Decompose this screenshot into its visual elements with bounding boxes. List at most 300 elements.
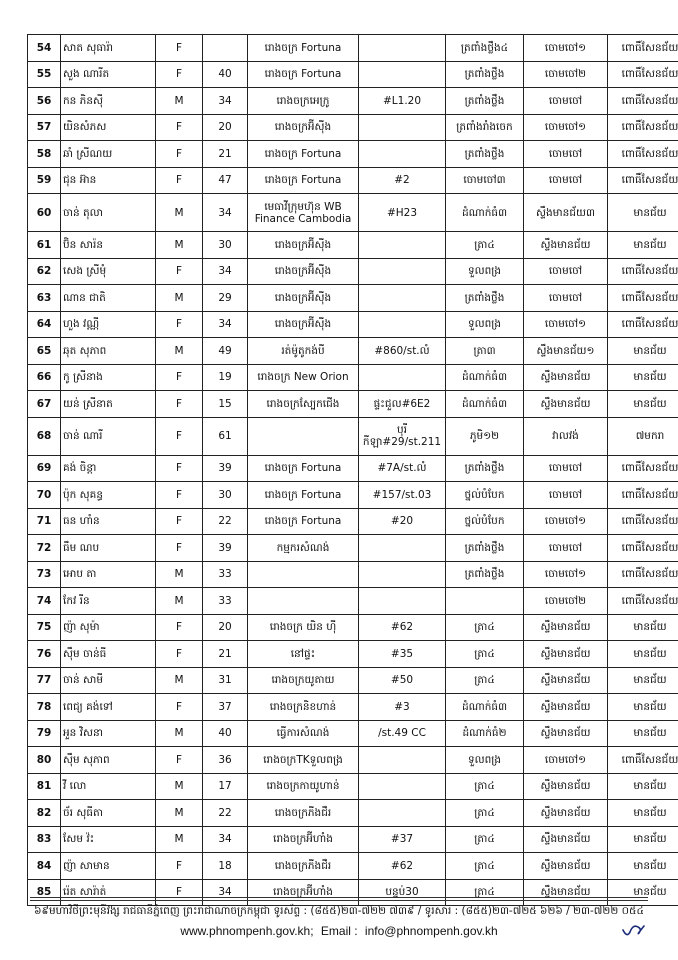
table-row bbox=[28, 364, 678, 391]
row-number-cell: 72 bbox=[28, 535, 61, 562]
table-row bbox=[28, 561, 678, 588]
house-address-cell bbox=[359, 232, 446, 259]
village-cell: ត្រពាំងរាំងចេក bbox=[446, 114, 524, 141]
house-address-cell bbox=[359, 561, 446, 588]
workplace-cell: រោងចក្រ Fortuna bbox=[248, 455, 359, 482]
workplace-cell: រោងចក្រ New Orion bbox=[248, 364, 359, 391]
workplace-cell: រោងចក្រយូតាយ bbox=[248, 667, 359, 694]
table-row bbox=[28, 800, 678, 827]
house-address-cell bbox=[359, 773, 446, 800]
row-number-cell: 73 bbox=[28, 561, 61, 588]
house-address-cell bbox=[359, 35, 446, 62]
case-records-table bbox=[27, 34, 678, 906]
row-number-cell: 57 bbox=[28, 114, 61, 141]
commune-cell: ស្ទឹងមានជ័យ bbox=[524, 879, 608, 906]
age-cell: 22 bbox=[203, 800, 248, 827]
age-cell: 40 bbox=[203, 720, 248, 747]
house-address-cell bbox=[359, 311, 446, 338]
age-cell: 33 bbox=[203, 561, 248, 588]
row-number-cell: 62 bbox=[28, 258, 61, 285]
sex-cell: F bbox=[156, 141, 203, 168]
village-cell: ទួលពង្រ bbox=[446, 747, 524, 774]
commune-cell: ចោមចៅ bbox=[524, 482, 608, 509]
table-row bbox=[28, 232, 678, 259]
village-cell: ទួលពង្រ bbox=[446, 311, 524, 338]
table-row bbox=[28, 535, 678, 562]
commune-cell: ចោមចៅ១ bbox=[524, 561, 608, 588]
commune-cell: ចោមចៅ២ bbox=[524, 61, 608, 88]
person-name-cell: ឆុត សុភាព bbox=[61, 338, 156, 365]
table-row bbox=[28, 482, 678, 509]
person-name-cell: សាត សុធារ៉ា bbox=[61, 35, 156, 62]
row-number-cell: 55 bbox=[28, 61, 61, 88]
village-cell: ភូមិ១២ bbox=[446, 417, 524, 455]
person-name-cell: យន់ ស្រីនាត bbox=[61, 391, 156, 418]
district-cell: ៧មករា bbox=[608, 417, 678, 455]
row-number-cell: 74 bbox=[28, 588, 61, 615]
house-address-cell bbox=[359, 588, 446, 615]
district-cell: មានជ័យ bbox=[608, 232, 678, 259]
table-row bbox=[28, 311, 678, 338]
person-name-cell: ស៊ឹម សុភាព bbox=[61, 747, 156, 774]
age-cell: 34 bbox=[203, 879, 248, 906]
workplace-cell: ធ្វើការសំណង់ bbox=[248, 720, 359, 747]
district-cell: មានជ័យ bbox=[608, 826, 678, 853]
workplace-cell: រោងចក្រ Fortuna bbox=[248, 35, 359, 62]
sex-cell: M bbox=[156, 800, 203, 827]
workplace-cell: រោងចក្រស្បែកជើង bbox=[248, 391, 359, 418]
sex-cell: M bbox=[156, 826, 203, 853]
sex-cell: M bbox=[156, 88, 203, 115]
person-name-cell: ញ៉ា សុម៉ា bbox=[61, 614, 156, 641]
person-name-cell: កន ភិនស៊ី bbox=[61, 88, 156, 115]
house-address-cell bbox=[359, 285, 446, 312]
workplace-cell: រោងចក្រភីងជឺរ bbox=[248, 800, 359, 827]
person-name-cell: អោប តា bbox=[61, 561, 156, 588]
workplace-cell: រោងចក្រអ៊ីស៊ីង bbox=[248, 258, 359, 285]
person-name-cell: កូ ស្រីនាង bbox=[61, 364, 156, 391]
workplace-cell: រោងចក្រ Fortuna bbox=[248, 141, 359, 168]
table-row bbox=[28, 588, 678, 615]
village-cell: ចោមចៅ៣ bbox=[446, 167, 524, 194]
village-cell: ត្រពាំងថ្លឹង៤ bbox=[446, 35, 524, 62]
commune-cell: ស្ទឹងមានជ័យ bbox=[524, 720, 608, 747]
house-address-cell: #37 bbox=[359, 826, 446, 853]
commune-cell: ចោមចៅ២ bbox=[524, 588, 608, 615]
person-name-cell: សេង ស្រីមុំ bbox=[61, 258, 156, 285]
person-name-cell: យិនសំភស bbox=[61, 114, 156, 141]
district-cell: ពោធិ៍សែនជ័យ bbox=[608, 508, 678, 535]
commune-cell: ស្ទឹងមានជ័យ bbox=[524, 853, 608, 880]
commune-cell: ស្ទឹងមានជ័យ bbox=[524, 800, 608, 827]
workplace-cell: រោងចក្រអេក្រូ bbox=[248, 88, 359, 115]
table-row bbox=[28, 141, 678, 168]
row-number-cell: 81 bbox=[28, 773, 61, 800]
village-cell bbox=[446, 588, 524, 615]
email-link[interactable]: info@phnompenh.gov.kh bbox=[364, 924, 498, 938]
workplace-cell: រោងចក្រ យិន ហ៊ី bbox=[248, 614, 359, 641]
age-cell: 37 bbox=[203, 694, 248, 721]
table-row bbox=[28, 88, 678, 115]
sex-cell: F bbox=[156, 508, 203, 535]
person-name-cell: វី លោ bbox=[61, 773, 156, 800]
row-number-cell: 84 bbox=[28, 853, 61, 880]
sex-cell: F bbox=[156, 311, 203, 338]
commune-cell: ស្ទឹងមានជ័យ bbox=[524, 641, 608, 668]
village-cell: ត្រពាំងថ្លឹង bbox=[446, 535, 524, 562]
commune-cell: ចោមចៅ bbox=[524, 88, 608, 115]
signature-mark bbox=[620, 918, 648, 940]
row-number-cell: 75 bbox=[28, 614, 61, 641]
person-name-cell: សែម វ៉ះ bbox=[61, 826, 156, 853]
age-cell: 34 bbox=[203, 258, 248, 285]
house-address-cell: #35 bbox=[359, 641, 446, 668]
age-cell: 36 bbox=[203, 747, 248, 774]
age-cell: 19 bbox=[203, 364, 248, 391]
table-row bbox=[28, 258, 678, 285]
district-cell: មានជ័យ bbox=[608, 641, 678, 668]
sex-cell: F bbox=[156, 35, 203, 62]
age-cell: 34 bbox=[203, 194, 248, 232]
row-number-cell: 54 bbox=[28, 35, 61, 62]
table-row bbox=[28, 508, 678, 535]
district-cell: មានជ័យ bbox=[608, 853, 678, 880]
age-cell: 30 bbox=[203, 232, 248, 259]
person-name-cell: ចាន់ តុលា bbox=[61, 194, 156, 232]
house-address-cell: /st.49 CC bbox=[359, 720, 446, 747]
sex-cell: F bbox=[156, 391, 203, 418]
row-number-cell: 70 bbox=[28, 482, 61, 509]
workplace-cell: រោងចក្រ Fortuna bbox=[248, 61, 359, 88]
row-number-cell: 66 bbox=[28, 364, 61, 391]
footer-divider bbox=[30, 897, 648, 898]
person-name-cell: ចាន់ ណារី bbox=[61, 417, 156, 455]
row-number-cell: 63 bbox=[28, 285, 61, 312]
village-cell: ត្រពាំងថ្លឹង bbox=[446, 285, 524, 312]
workplace-cell: រោងចក្រនិខហាន់ bbox=[248, 694, 359, 721]
village-cell: ត្រា៤ bbox=[446, 773, 524, 800]
district-cell: ពោធិ៍សែនជ័យ bbox=[608, 285, 678, 312]
district-cell: ពោធិ៍សែនជ័យ bbox=[608, 311, 678, 338]
house-address-cell bbox=[359, 141, 446, 168]
table-row bbox=[28, 285, 678, 312]
workplace-cell: មេធាវីក្រុមហ៊ុន WB Finance Cambodia bbox=[248, 194, 359, 232]
person-name-cell: ពេជ្យ គង់ទៅ bbox=[61, 694, 156, 721]
sex-cell: F bbox=[156, 364, 203, 391]
commune-cell: ចោមចៅ១ bbox=[524, 35, 608, 62]
house-address-cell: #2 bbox=[359, 167, 446, 194]
sex-cell: F bbox=[156, 694, 203, 721]
row-number-cell: 65 bbox=[28, 338, 61, 365]
sex-cell: M bbox=[156, 561, 203, 588]
commune-cell: ចោមចៅ១ bbox=[524, 114, 608, 141]
age-cell: 34 bbox=[203, 826, 248, 853]
age-cell: 21 bbox=[203, 141, 248, 168]
sex-cell: F bbox=[156, 61, 203, 88]
village-cell: ថ្នល់បំបែក bbox=[446, 508, 524, 535]
district-cell: មានជ័យ bbox=[608, 338, 678, 365]
sex-cell: F bbox=[156, 641, 203, 668]
house-address-cell: #L1.20 bbox=[359, 88, 446, 115]
commune-cell: ចោមចៅ bbox=[524, 455, 608, 482]
sex-cell: F bbox=[156, 853, 203, 880]
age-cell bbox=[203, 35, 248, 62]
row-number-cell: 64 bbox=[28, 311, 61, 338]
district-cell: ពោធិ៍សែនជ័យ bbox=[608, 747, 678, 774]
sex-cell: F bbox=[156, 258, 203, 285]
commune-cell: ស្ទឹងមានជ័យ bbox=[524, 667, 608, 694]
commune-cell: ស្ទឹងមានជ័យ៣ bbox=[524, 194, 608, 232]
sex-cell: M bbox=[156, 667, 203, 694]
workplace-cell: កម្មករសំណង់ bbox=[248, 535, 359, 562]
commune-cell: ចោមចៅ bbox=[524, 141, 608, 168]
commune-cell: ស្ទឹងមានជ័យ bbox=[524, 826, 608, 853]
district-cell: មានជ័យ bbox=[608, 614, 678, 641]
sex-cell: M bbox=[156, 194, 203, 232]
person-name-cell: រ៉េត សារ៉ាត់ bbox=[61, 879, 156, 906]
village-cell: ត្រា៤ bbox=[446, 879, 524, 906]
village-cell: ត្រា៤ bbox=[446, 826, 524, 853]
sex-cell: M bbox=[156, 338, 203, 365]
commune-cell: ស្ទឹងមានជ័យ bbox=[524, 773, 608, 800]
district-cell: មានជ័យ bbox=[608, 364, 678, 391]
age-cell: 29 bbox=[203, 285, 248, 312]
age-cell: 20 bbox=[203, 114, 248, 141]
house-address-cell bbox=[359, 364, 446, 391]
row-number-cell: 80 bbox=[28, 747, 61, 774]
house-address-cell: #62 bbox=[359, 614, 446, 641]
row-number-cell: 68 bbox=[28, 417, 61, 455]
village-cell: ត្រា៤ bbox=[446, 614, 524, 641]
district-cell: ពោធិ៍សែនជ័យ bbox=[608, 141, 678, 168]
person-name-cell: សួង ណារីត bbox=[61, 61, 156, 88]
table-row bbox=[28, 641, 678, 668]
district-cell: ពោធិ៍សែនជ័យ bbox=[608, 482, 678, 509]
age-cell: 47 bbox=[203, 167, 248, 194]
row-number-cell: 77 bbox=[28, 667, 61, 694]
person-name-cell: ប៉ុក សុគន្ធ bbox=[61, 482, 156, 509]
table-body bbox=[28, 35, 678, 906]
commune-cell: ចោមចៅ bbox=[524, 285, 608, 312]
age-cell: 34 bbox=[203, 311, 248, 338]
table-row bbox=[28, 455, 678, 482]
sex-cell: M bbox=[156, 285, 203, 312]
age-cell: 22 bbox=[203, 508, 248, 535]
sex-cell: F bbox=[156, 482, 203, 509]
workplace-cell: រោងចក្រអ៊ីស៊ីង bbox=[248, 232, 359, 259]
workplace-cell: រោងចក្រ Fortuna bbox=[248, 482, 359, 509]
sex-cell: F bbox=[156, 167, 203, 194]
sex-cell: F bbox=[156, 879, 203, 906]
table-row bbox=[28, 853, 678, 880]
village-cell: ត្រា៣ bbox=[446, 338, 524, 365]
village-cell: ថ្នល់បំបែក bbox=[446, 482, 524, 509]
sex-cell: F bbox=[156, 614, 203, 641]
village-cell: ត្រពាំងថ្លឹង bbox=[446, 141, 524, 168]
house-address-cell: បុរី កីឡា#29/st.211 bbox=[359, 417, 446, 455]
age-cell: 18 bbox=[203, 853, 248, 880]
village-cell: ដំណាក់ធំ៣ bbox=[446, 694, 524, 721]
commune-cell: ស្ទឹងមានជ័យ bbox=[524, 232, 608, 259]
table-row bbox=[28, 879, 678, 906]
sex-cell: M bbox=[156, 588, 203, 615]
house-address-cell: #H23 bbox=[359, 194, 446, 232]
house-address-cell: #62 bbox=[359, 853, 446, 880]
village-cell: ត្រា៤ bbox=[446, 667, 524, 694]
village-cell: ត្រា៤ bbox=[446, 232, 524, 259]
age-cell: 33 bbox=[203, 588, 248, 615]
table-row bbox=[28, 338, 678, 365]
district-cell: មានជ័យ bbox=[608, 667, 678, 694]
person-name-cell: កែវ រីន bbox=[61, 588, 156, 615]
table-row bbox=[28, 61, 678, 88]
table-row bbox=[28, 391, 678, 418]
village-cell: ត្រពាំងថ្លឹង bbox=[446, 455, 524, 482]
age-cell: 49 bbox=[203, 338, 248, 365]
workplace-cell: រោងចក្រអ៊ីហាំង bbox=[248, 826, 359, 853]
workplace-cell bbox=[248, 561, 359, 588]
table-row bbox=[28, 114, 678, 141]
commune-cell: ចោមចៅ bbox=[524, 167, 608, 194]
sex-cell: F bbox=[156, 114, 203, 141]
commune-cell: ចោមចៅ១ bbox=[524, 311, 608, 338]
commune-cell: ស្ទឹងមានជ័យ bbox=[524, 391, 608, 418]
house-address-cell bbox=[359, 535, 446, 562]
village-cell: ដំណាក់ធំ៣ bbox=[446, 194, 524, 232]
website-link[interactable]: www.phnompenh.gov.kh; bbox=[180, 924, 314, 938]
sex-cell: M bbox=[156, 232, 203, 259]
age-cell: 39 bbox=[203, 535, 248, 562]
footer-address: ៦៩មហាវិថីព្រះមុនីវង្ស រាជធានីភ្នំពេញ ព្រះរាជាណាចក្រកម្ពុជា ទូរស័ព្ទ : (៨៥៥)២៣-៧២២ ៧៣៩ / ទូរសារ : (៨៥៥)២៣-៧២៥ ៦២៦ / ២៣-៧២២ ០៥៤ bbox=[34, 905, 644, 917]
age-cell: 20 bbox=[203, 614, 248, 641]
person-name-cell: ចាន់ សាមី bbox=[61, 667, 156, 694]
workplace-cell: រត់ម៉ូតូកង់បី bbox=[248, 338, 359, 365]
commune-cell: ស្ទឹងមានជ័យ bbox=[524, 694, 608, 721]
row-number-cell: 58 bbox=[28, 141, 61, 168]
village-cell: ត្រពាំងថ្លឹង bbox=[446, 561, 524, 588]
house-address-cell bbox=[359, 258, 446, 285]
house-address-cell bbox=[359, 747, 446, 774]
workplace-cell: រោងចក្រTKទួលពង្រ bbox=[248, 747, 359, 774]
commune-cell: ចោមចៅ bbox=[524, 258, 608, 285]
district-cell: ពោធិ៍សែនជ័យ bbox=[608, 61, 678, 88]
row-number-cell: 67 bbox=[28, 391, 61, 418]
village-cell: ដំណាក់ធំ៣ bbox=[446, 391, 524, 418]
person-name-cell: ច័រ សុធីតា bbox=[61, 800, 156, 827]
workplace-cell: នៅផ្ទះ bbox=[248, 641, 359, 668]
row-number-cell: 71 bbox=[28, 508, 61, 535]
footer-divider-thin bbox=[30, 900, 648, 901]
district-cell: មានជ័យ bbox=[608, 773, 678, 800]
table-row bbox=[28, 773, 678, 800]
age-cell: 40 bbox=[203, 61, 248, 88]
house-address-cell: #157/st.03 bbox=[359, 482, 446, 509]
person-name-cell: ធន ហាំន bbox=[61, 508, 156, 535]
workplace-cell: រោងចក្រអ៊ីស៊ីង bbox=[248, 285, 359, 312]
village-cell: ត្រា៤ bbox=[446, 641, 524, 668]
district-cell: មានជ័យ bbox=[608, 720, 678, 747]
district-cell: ពោធិ៍សែនជ័យ bbox=[608, 167, 678, 194]
person-name-cell: គង់ ចិន្តា bbox=[61, 455, 156, 482]
workplace-cell: រោងចក្រ Fortuna bbox=[248, 167, 359, 194]
house-address-cell: #860/st.លំ bbox=[359, 338, 446, 365]
house-address-cell: #3 bbox=[359, 694, 446, 721]
district-cell: ពោធិ៍សែនជ័យ bbox=[608, 561, 678, 588]
row-number-cell: 76 bbox=[28, 641, 61, 668]
district-cell: ពោធិ៍សែនជ័យ bbox=[608, 35, 678, 62]
footer-contact bbox=[0, 924, 678, 938]
district-cell: ពោធិ៍សែនជ័យ bbox=[608, 455, 678, 482]
house-address-cell: #50 bbox=[359, 667, 446, 694]
district-cell: មានជ័យ bbox=[608, 694, 678, 721]
person-name-cell: អួន វិសនា bbox=[61, 720, 156, 747]
age-cell: 39 bbox=[203, 455, 248, 482]
person-name-cell: ស៊ឹម ចាន់ធី bbox=[61, 641, 156, 668]
village-cell: ត្រពាំងថ្លឹង bbox=[446, 61, 524, 88]
district-cell: ពោធិ៍សែនជ័យ bbox=[608, 588, 678, 615]
row-number-cell: 83 bbox=[28, 826, 61, 853]
commune-cell: ស្ទឹងមានជ័យ bbox=[524, 364, 608, 391]
sex-cell: F bbox=[156, 455, 203, 482]
village-cell: ត្រា៤ bbox=[446, 800, 524, 827]
workplace-cell bbox=[248, 417, 359, 455]
sex-cell: F bbox=[156, 535, 203, 562]
house-address-cell: ផ្ទះជួល#6E2 bbox=[359, 391, 446, 418]
row-number-cell: 61 bbox=[28, 232, 61, 259]
commune-cell: ចោមចៅ១ bbox=[524, 508, 608, 535]
sex-cell: M bbox=[156, 773, 203, 800]
village-cell: ត្រា៤ bbox=[446, 853, 524, 880]
age-cell: 31 bbox=[203, 667, 248, 694]
age-cell: 21 bbox=[203, 641, 248, 668]
district-cell: ពោធិ៍សែនជ័យ bbox=[608, 88, 678, 115]
sex-cell: M bbox=[156, 720, 203, 747]
workplace-cell: រោងចក្រភីងជឺរ bbox=[248, 853, 359, 880]
age-cell: 34 bbox=[203, 88, 248, 115]
district-cell: មានជ័យ bbox=[608, 800, 678, 827]
house-address-cell: #7A/st.លំ bbox=[359, 455, 446, 482]
commune-cell: ចោមចៅ bbox=[524, 535, 608, 562]
row-number-cell: 78 bbox=[28, 694, 61, 721]
age-cell: 30 bbox=[203, 482, 248, 509]
commune-cell: ស្ទឹងមានជ័យ១ bbox=[524, 338, 608, 365]
village-cell: ដំណាក់ធំ៣ bbox=[446, 364, 524, 391]
sex-cell: F bbox=[156, 747, 203, 774]
table-row bbox=[28, 747, 678, 774]
table-row bbox=[28, 614, 678, 641]
row-number-cell: 60 bbox=[28, 194, 61, 232]
row-number-cell: 56 bbox=[28, 88, 61, 115]
person-name-cell: ណាន ជាតិ bbox=[61, 285, 156, 312]
age-cell: 61 bbox=[203, 417, 248, 455]
district-cell: មានជ័យ bbox=[608, 194, 678, 232]
workplace-cell bbox=[248, 588, 359, 615]
table-row bbox=[28, 694, 678, 721]
table-row bbox=[28, 826, 678, 853]
district-cell: ពោធិ៍សែនជ័យ bbox=[608, 535, 678, 562]
table-row bbox=[28, 167, 678, 194]
house-address-cell bbox=[359, 61, 446, 88]
commune-cell: វាលវង់ bbox=[524, 417, 608, 455]
district-cell: មានជ័យ bbox=[608, 879, 678, 906]
village-cell: ទួលពង្រ bbox=[446, 258, 524, 285]
age-cell: 15 bbox=[203, 391, 248, 418]
village-cell: ត្រពាំងថ្លឹង bbox=[446, 88, 524, 115]
commune-cell: ស្ទឹងមានជ័យ bbox=[524, 614, 608, 641]
workplace-cell: រោងចក្រអ៊ីហាំង bbox=[248, 879, 359, 906]
person-name-cell: ប៊ិន សារ៉ន bbox=[61, 232, 156, 259]
sex-cell: F bbox=[156, 417, 203, 455]
